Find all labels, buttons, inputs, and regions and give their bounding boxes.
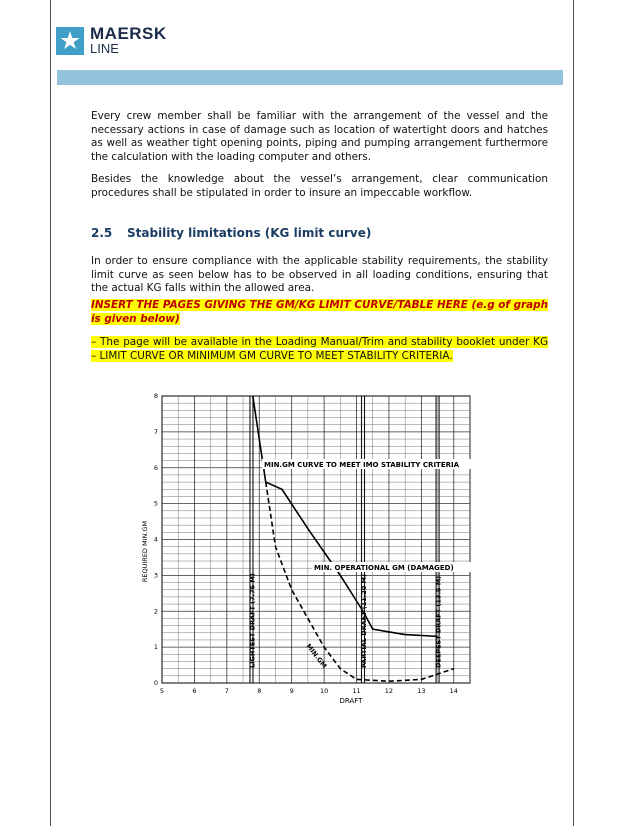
insert-note-text: INSERT THE PAGES GIVING THE GM/KG LIMIT CURVE/TABLE HERE (e.g of graph is given below) xyxy=(91,299,548,325)
section-number: 2.5 xyxy=(91,226,113,240)
partial-draft-label: PARTIAL DRAFT (11.20 M) xyxy=(360,574,369,668)
y-axis-label: REQUIRED MIN.GM xyxy=(141,520,149,583)
x-tick-label: 14 xyxy=(449,687,458,695)
y-tick-label: 1 xyxy=(153,643,158,652)
section-title: Stability limitations (KG limit curve) xyxy=(127,226,372,240)
y-tick-label: 0 xyxy=(153,679,158,687)
imo-curve-label: MIN.GM CURVE TO MEET IMO STABILITY CRITERIA xyxy=(264,461,460,469)
x-tick-label: 10 xyxy=(319,687,329,695)
availability-note-text: – The page will be available in the Loading Manual/Trim and stability booklet under KG – LIMIT CURVE OR MINIMUM GM CURVE TO MEET STABILITY CRITERIA. xyxy=(91,336,548,362)
deepest-draft-label: DEEPEST DRAFT (13.5 M) xyxy=(434,575,443,668)
logo-name: MAERSK xyxy=(90,24,167,43)
paragraph-compliance: In order to ensure compliance with the applicable stability requirements, the stability limit curve as seen below has to be observed in all loading conditions, ensuring that the actual KG falls within the allowed area. xyxy=(91,255,548,295)
x-tick-label: 13 xyxy=(417,687,426,695)
y-tick-label: 8 xyxy=(153,392,158,400)
y-tick-label: 7 xyxy=(153,427,158,436)
x-tick-label: 8 xyxy=(257,687,262,695)
lightest-draft-label: LIGHTEST DRAFT (7.76 M) xyxy=(248,573,257,668)
y-tick-label: 3 xyxy=(153,571,158,580)
x-tick-label: 11 xyxy=(352,687,361,695)
logo-subname: LINE xyxy=(90,41,119,56)
x-tick-label: 5 xyxy=(159,687,165,695)
chart-ticks xyxy=(154,392,458,695)
operational-gm-label: MIN. OPERATIONAL GM (DAMAGED) xyxy=(314,564,454,572)
y-tick-label: 5 xyxy=(153,499,158,508)
y-tick-label: 4 xyxy=(153,535,158,544)
chart-series xyxy=(253,396,454,681)
x-tick-label: 7 xyxy=(224,687,229,695)
x-tick-label: 6 xyxy=(192,687,197,695)
x-axis-label: DRAFT xyxy=(339,697,363,705)
x-tick-label: 12 xyxy=(384,687,394,695)
paragraph-communication: Besides the knowledge about the vessel’s arrangement, clear communication procedures shall be stipulated in order to insure an impeccable workflow. xyxy=(91,173,548,199)
paragraph-crew: Every crew member shall be familiar with the arrangement of the vessel and the necessary actions in case of damage such as location of watertight doors and hatches as well as weather tight opening points, piping and pumping arrangement furthermore the calculation with the loading computer and others. xyxy=(91,110,548,163)
min-gm-curve-label: MIN.GM xyxy=(304,642,329,670)
y-tick-label: 6 xyxy=(153,463,158,472)
x-tick-label: 9 xyxy=(289,687,294,695)
y-tick-label: 2 xyxy=(153,607,158,616)
